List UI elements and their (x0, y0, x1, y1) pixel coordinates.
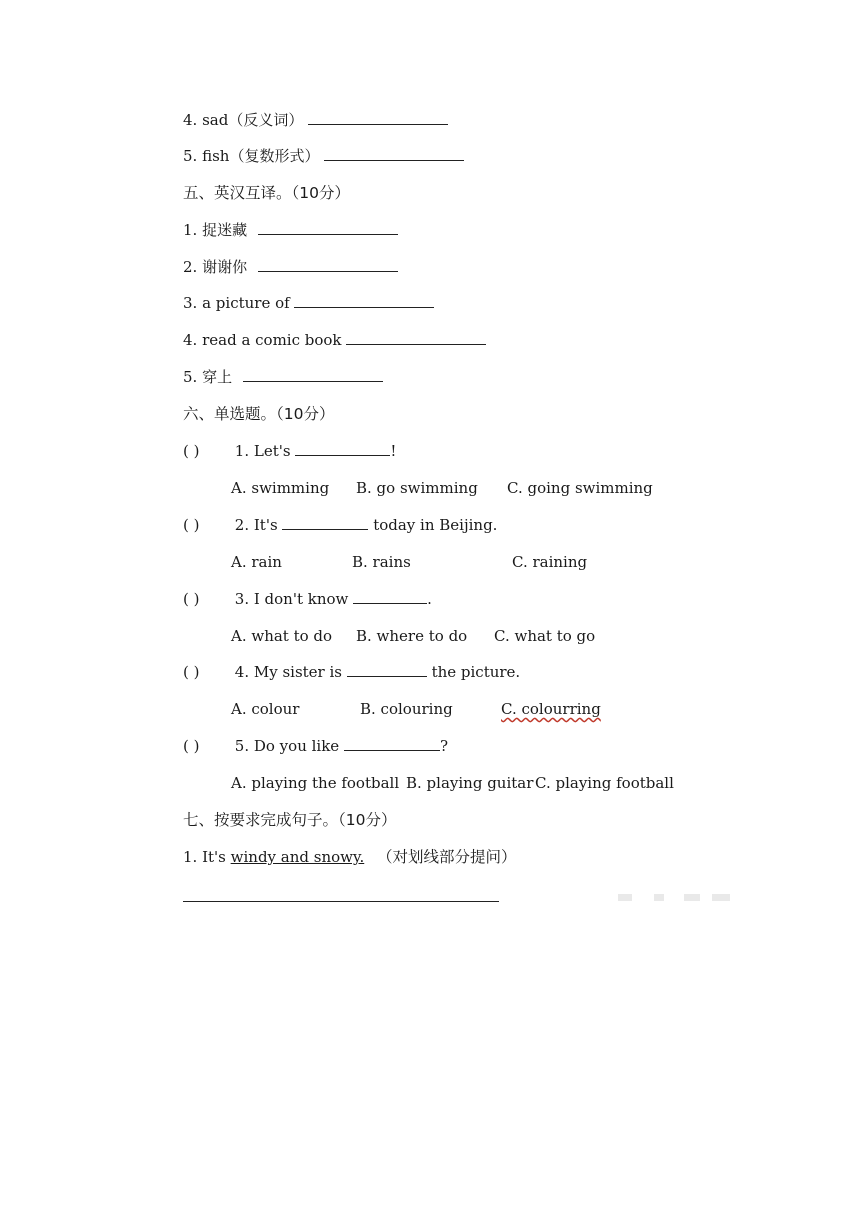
answer-blank (282, 515, 368, 530)
option-c[interactable]: C. playing football (535, 774, 674, 792)
option-b[interactable]: B. colouring (360, 700, 453, 718)
answer-parentheses[interactable]: ( ) (183, 590, 200, 608)
answer-parentheses[interactable]: ( ) (183, 516, 200, 534)
item-text: 4. read a comic book (183, 331, 342, 349)
translation-item-2 (183, 257, 398, 277)
scan-smudge (618, 894, 632, 901)
answer-blank[interactable] (258, 220, 398, 235)
sentence-question-1 (183, 847, 517, 867)
underlined-part: windy and snowy. (230, 848, 365, 866)
translation-item-1 (183, 220, 398, 240)
scan-smudge (684, 894, 700, 901)
section-6-heading: 六、单选题。（10分） (183, 405, 335, 423)
section-5-heading: 五、英汉互译。（10分） (183, 184, 350, 202)
scan-smudge (712, 894, 730, 901)
section-7-heading: 七、按要求完成句子。（10分） (183, 811, 397, 829)
answer-blank (295, 441, 390, 456)
answer-parentheses[interactable]: ( ) (183, 442, 200, 460)
answer-line[interactable] (183, 901, 499, 902)
option-a[interactable]: A. playing the football (231, 774, 400, 792)
misspelled-word: C. colourring (501, 700, 601, 718)
option-a[interactable]: A. what to do (231, 627, 333, 645)
answer-parentheses[interactable]: ( ) (183, 663, 200, 681)
answer-blank[interactable] (308, 110, 448, 125)
option-b[interactable]: B. rains (352, 553, 411, 571)
mc-question-1 (183, 441, 396, 461)
sentence-prefix: 1. It's (183, 848, 226, 866)
scan-smudge (654, 894, 664, 901)
option-a[interactable]: A. colour (231, 700, 300, 718)
mc-question-4 (183, 662, 520, 682)
option-a[interactable]: A. rain (231, 553, 282, 571)
question-text: 4. sad（反义词） (183, 111, 304, 129)
item-text: 3. a picture of (183, 294, 290, 312)
question-stem-end: ! (390, 442, 397, 460)
option-b[interactable]: B. playing guitar (406, 774, 534, 792)
answer-blank[interactable] (346, 330, 486, 345)
question-stem-end: today in Beijing. (373, 516, 498, 534)
option-b[interactable]: B. where to do (356, 627, 468, 645)
question-4-sad (183, 110, 448, 130)
question-stem: 5. Do you like (234, 737, 340, 755)
question-5-fish (183, 146, 464, 166)
answer-blank[interactable] (243, 367, 383, 382)
question-stem: 3. I don't know (234, 590, 349, 608)
question-stem: 2. It's (234, 516, 278, 534)
option-c[interactable] (501, 699, 601, 719)
option-a[interactable]: A. swimming (231, 479, 330, 497)
option-c[interactable]: C. going swimming (507, 479, 653, 497)
mc-question-3 (183, 589, 432, 609)
translation-item-5 (183, 367, 383, 387)
answer-blank[interactable] (258, 257, 398, 272)
option-c[interactable]: C. raining (512, 553, 588, 571)
item-text: 5. 穿上 (183, 368, 233, 386)
answer-blank (344, 736, 440, 751)
question-stem-end: . (427, 590, 432, 608)
item-text: 1. 捉迷藏 (183, 221, 248, 239)
question-text: 5. fish（复数形式） (183, 147, 320, 165)
answer-blank[interactable] (324, 146, 464, 161)
answer-parentheses[interactable]: ( ) (183, 737, 200, 755)
option-c[interactable]: C. what to go (494, 627, 596, 645)
question-stem-end: ? (439, 737, 449, 755)
answer-blank[interactable] (294, 293, 434, 308)
mc-question-5 (183, 736, 448, 756)
mc-question-2 (183, 515, 497, 535)
answer-blank (347, 662, 427, 677)
question-stem-end: the picture. (431, 663, 521, 681)
translation-item-3 (183, 293, 434, 313)
item-text: 2. 谢谢你 (183, 258, 248, 276)
translation-item-4 (183, 330, 486, 350)
instruction: （对划线部分提问） (377, 848, 517, 866)
question-stem: 1. Let's (234, 442, 291, 460)
answer-blank (353, 589, 427, 604)
question-stem: 4. My sister is (234, 663, 342, 681)
option-b[interactable]: B. go swimming (356, 479, 478, 497)
